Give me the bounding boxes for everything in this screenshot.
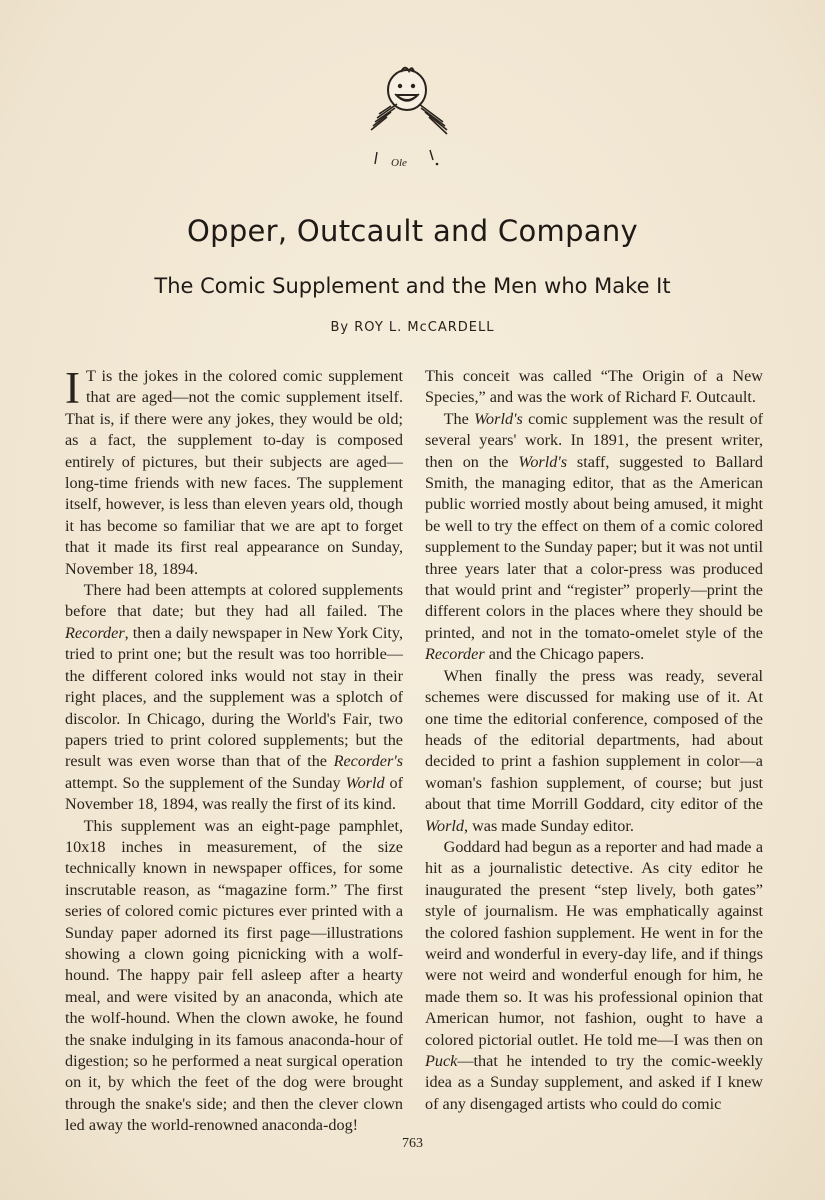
article-title: Opper, Outcault and Company — [186, 214, 638, 248]
text-column-right — [425, 366, 763, 1115]
drop-cap: I — [65, 363, 80, 413]
ornament-signature: Ole — [391, 157, 407, 169]
paragraph: When finally the press was ready, several schemes were discussed for making use of it. At one time the editorial conference, composed of the heads of the editorial departments, had about decided to print a fashion supplement in color—a woman's fashion supplement, of course; but just about that time Morrill Goddard, city editor of the World, was made Sunday editor. — [425, 666, 763, 835]
paragraph: Goddard had begun as a reporter and had made a hit as a journalistic detective. As city editor he inaugurated the present “step lively, both gates” style of journalism. He was emphatically against the colored fashion supplement. He went in for the weird and wonderful in every-day life, and if things were not weird and wonderful enough for him, he made them so. It was his professional opinion that American humor, not fashion, ought to have a colored pictorial outlet. He told me—I was then on Puck—that he intended to try the comic-weekly idea as a Sunday supplement, and asked if I knew of any disengaged artists who could do comic — [425, 837, 763, 1113]
paragraph: This supplement was an eight-page pamphlet, 10x18 inches in measurement, of the size technically known in newspaper offices, for some inscrutable reason, as “magazine form.” The first series of colored comic pictures ever printed with a Sunday paper adorned its first page—illustrations showing a clown going picnicking with a wolf-hound. The happy pair fell asleep after a hearty meal, and were visited by an anaconda, which ate the wolf-hound. When the clown awoke, he found the snake indulging in its famous anaconda-hour of digestion; so he performed a neat surgical operation on it, by which the feet of the dog were brought through the snake's side; and then the clever clown led away the world-renowned anaconda-dog! — [65, 816, 403, 1135]
cartoon-boy-ornament — [355, 60, 465, 178]
article-byline: By ROY L. McCARDELL — [330, 320, 495, 335]
paragraph: This conceit was called “The Origin of a New Species,” and was the work of Richard F. Outcault. — [425, 367, 763, 407]
paragraph: The World's comic supplement was the result of several years' work. In 1891, the present writer, then on the World's staff, suggested to Ballard Smith, the managing editor, that as the American public worried mostly about being amused, it might be well to try the effect on them of a comic colored supplement to the Sunday paper; but it was not until three years later that a color-press was produced that would print and “register” properly—print the different colors in the places where they should be printed, and not in the tomato-omelet style of the Recorder and the Chicago papers. — [425, 409, 763, 664]
page-number: 763 — [402, 1136, 423, 1151]
paragraph: There had been attempts at colored supplements before that date; but they had all failed. The Recorder, then a daily newspaper in New York City, tried to print one; but the result was too horrible—the different colored inks would not stay in their right places, and the supplement was a splotch of discolor. In Chicago, during the World's Fair, two papers tried to print colored supplements; but the result was even worse than that of the Recorder's attempt. So the supplement of the Sunday World of November 18, 1894, was really the first of its kind. — [65, 581, 403, 814]
paragraph: I T is the jokes in the colored comic supplement that are aged—not the comic supplement itself. That is, if there were any jokes, they would be old; as a fact, the supplement to-day is composed entirely of pictures, but their subjects are aged—long-time friends with new faces. The supplement itself, however, is less than eleven years old, though it has become so familiar that we are apt to forget that it made its first real appearance on Sunday, November 18, 1894. — [65, 363, 403, 578]
text-column-left — [65, 363, 403, 1137]
article-subtitle: The Comic Supplement and the Men who Make It — [154, 274, 671, 298]
